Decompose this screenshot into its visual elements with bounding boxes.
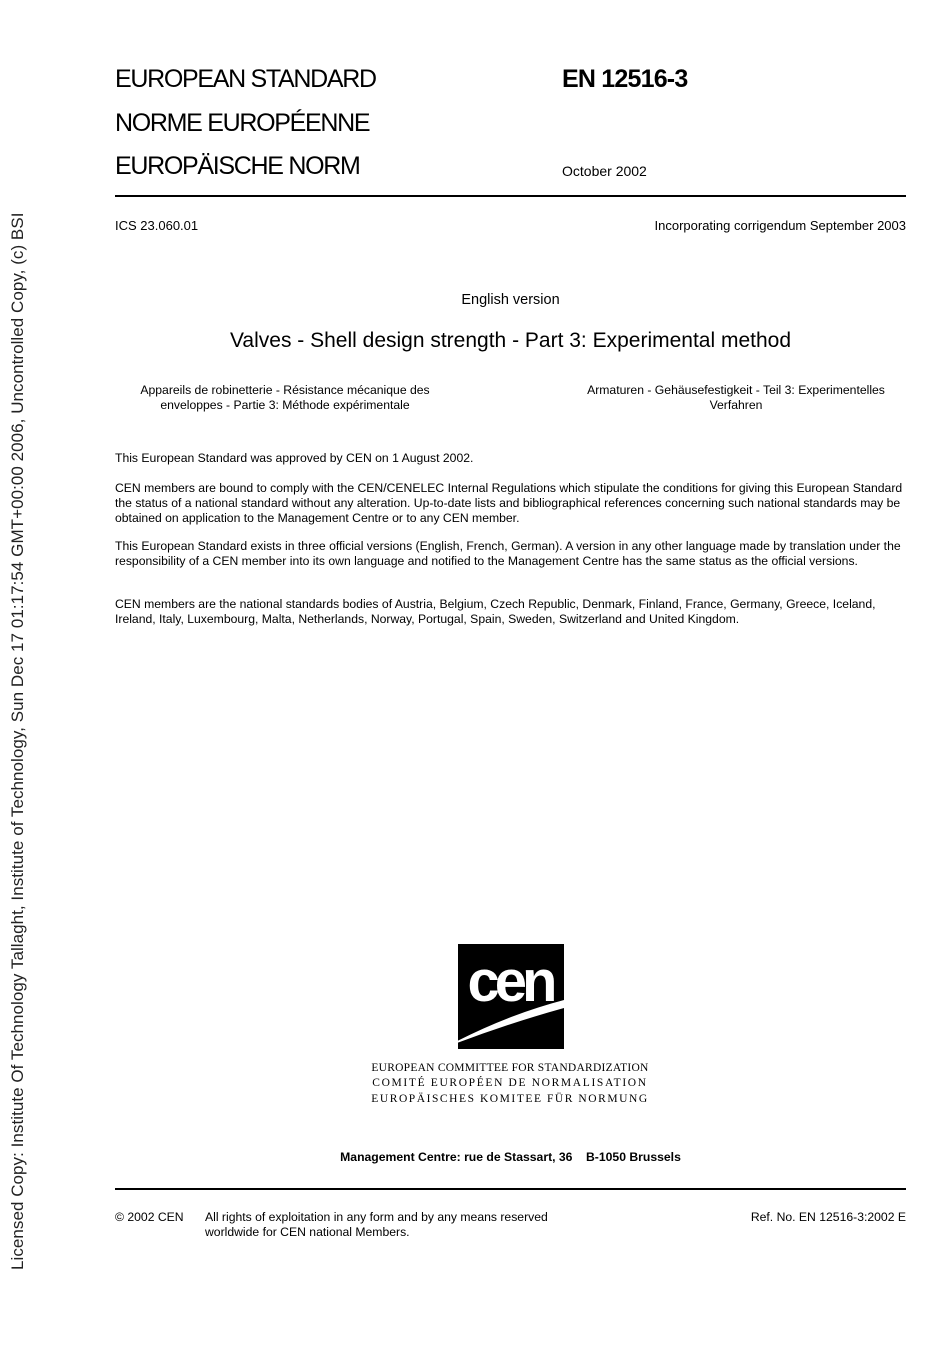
title-german: EUROPÄISCHE NORM bbox=[115, 152, 360, 180]
german-title-line2: Verfahren bbox=[709, 398, 763, 412]
license-watermark: Licensed Copy: Institute Of Technology Tallaght, Institute of Technology, Sun Dec 17 01:17:54 GMT+00:00 2006, Uncontrolled Copy, (c) BSI bbox=[8, 212, 27, 1270]
cen-logo bbox=[458, 944, 564, 1049]
ics-code: ICS 23.060.01 bbox=[115, 218, 199, 233]
management-centre: Management Centre: rue de Stassart, 36 B-1050 Brussels bbox=[340, 1150, 681, 1164]
standard-number: EN 12516-3 bbox=[562, 65, 688, 93]
members-paragraph: CEN members are the national standards bodies of Austria, Belgium, Czech Republic, Denmark, Finland, France, Germany, Greece, Iceland, Ireland, Italy, Luxembourg, Malta, Netherlands, Norway, Portugal, Spain, Sweden, Switzerland and United Kingdom. bbox=[115, 597, 876, 626]
cen-caption-english: EUROPEAN COMMITTEE FOR STANDARDIZATION bbox=[371, 1062, 649, 1074]
french-title-line1: Appareils de robinetterie - Résistance mécanique des bbox=[140, 383, 430, 397]
publication-date: October 2002 bbox=[562, 163, 647, 179]
rights-statement bbox=[205, 1210, 548, 1240]
footer-divider bbox=[115, 1188, 906, 1190]
cen-logo-graphic bbox=[458, 944, 564, 1049]
title-french: NORME EUROPÉENNE bbox=[115, 109, 370, 137]
main-title: Valves - Shell design strength - Part 3: Experimental method bbox=[229, 329, 792, 352]
header-divider bbox=[115, 195, 906, 197]
french-title-line2: enveloppes - Partie 3: Méthode expérimentale bbox=[160, 398, 410, 412]
cen-logo-text: cen bbox=[467, 949, 553, 1014]
german-title bbox=[566, 383, 906, 413]
reference-number: Ref. No. EN 12516-3:2002 E bbox=[750, 1210, 906, 1224]
rights-line1: All rights of exploitation in any form and by any means reserved bbox=[205, 1210, 548, 1224]
rights-line2: worldwide for CEN national Members. bbox=[205, 1225, 410, 1239]
german-title-line1: Armaturen - Gehäusefestigkeit - Teil 3: Experimentelles bbox=[587, 383, 885, 397]
compliance-paragraph: CEN members are bound to comply with the CEN/CENELEC Internal Regulations which stipulate the conditions for giving this European Standard the status of a national standard without any alteration. Up-to-date lists and bibliographical references concerning such national standards may be obtained on application to the Management Centre or to any CEN member. bbox=[115, 481, 903, 525]
version-label: English version bbox=[461, 292, 560, 308]
french-title bbox=[115, 383, 455, 413]
versions-paragraph: This European Standard exists in three official versions (English, French, German). A version in any other language made by translation under the responsibility of a CEN member into its own language and notified to the Management Centre has the same status as the official versions. bbox=[115, 539, 901, 568]
cen-caption-german: EUROPÄISCHES KOMITEE FÜR NORMUNG bbox=[371, 1093, 649, 1105]
corrigendum-note: Incorporating corrigendum September 2003 bbox=[654, 218, 906, 233]
title-english: EUROPEAN STANDARD bbox=[115, 65, 376, 93]
approval-paragraph: This European Standard was approved by CEN on 1 August 2002. bbox=[115, 451, 474, 465]
cen-caption-french: COMITÉ EUROPÉEN DE NORMALISATION bbox=[372, 1077, 648, 1089]
copyright-notice: © 2002 CEN bbox=[115, 1210, 184, 1224]
